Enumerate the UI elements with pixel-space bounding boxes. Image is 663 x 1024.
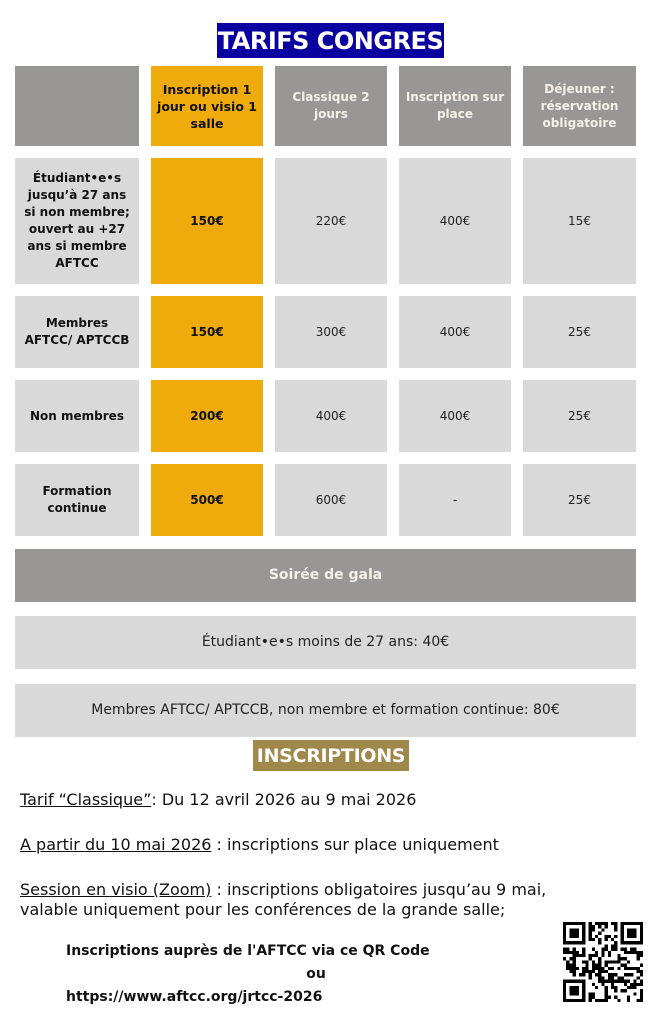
gala-row-members: Membres AFTCC/ APTCCB, non membre et formation continue: 80€ <box>15 684 636 737</box>
registration-url-link[interactable]: https://www.aftcc.org/jrtcc-2026 <box>66 989 323 1005</box>
price-cell: 600€ <box>275 464 387 536</box>
table-header-classic: Classique 2 jours <box>275 66 387 146</box>
price-cell: 25€ <box>523 380 636 452</box>
row-label-students: Étudiant•e•s jusqu’à 27 ans si non membre; ouvert au +27 ans si membre AFTCC <box>15 158 139 284</box>
info-label: A partir du 10 mai 2026 <box>20 835 212 854</box>
price-cell: 400€ <box>399 380 511 452</box>
table-header-one-day: Inscription 1 jour ou visio 1 salle <box>151 66 263 146</box>
row-label-non-members: Non membres <box>15 380 139 452</box>
row-label-continuing-education: Formation continue <box>15 464 139 536</box>
price-cell: 200€ <box>151 380 263 452</box>
info-text: : inscriptions obligatoires jusqu’au 9 mai, <box>211 880 547 899</box>
price-cell: 25€ <box>523 464 636 536</box>
table-header-empty <box>15 66 139 146</box>
qr-code-icon[interactable] <box>563 922 643 1002</box>
price-cell: - <box>399 464 511 536</box>
info-text: : inscriptions sur place uniquement <box>211 835 499 854</box>
price-cell: 300€ <box>275 296 387 368</box>
footer-line-1: Inscriptions auprès de l'AFTCC via ce QR Code <box>66 943 430 959</box>
price-cell: 150€ <box>151 296 263 368</box>
price-cell: 400€ <box>275 380 387 452</box>
gala-header: Soirée de gala <box>15 549 636 602</box>
info-text: : Du 12 avril 2026 au 9 mai 2026 <box>151 790 417 809</box>
table-header-on-site: Inscription sur place <box>399 66 511 146</box>
info-label: Tarif “Classique” <box>20 790 152 809</box>
row-label-members: Membres AFTCC/ APTCCB <box>15 296 139 368</box>
registration-footer <box>66 940 466 1009</box>
page-title: TARIFS CONGRES <box>217 23 444 58</box>
info-label: Session en visio (Zoom) <box>20 880 212 899</box>
info-classic-rate <box>20 790 416 810</box>
price-cell: 25€ <box>523 296 636 368</box>
info-visio <box>20 880 546 920</box>
price-cell: 150€ <box>151 158 263 284</box>
price-cell: 500€ <box>151 464 263 536</box>
price-cell: 15€ <box>523 158 636 284</box>
price-cell: 220€ <box>275 158 387 284</box>
price-cell: 400€ <box>399 296 511 368</box>
price-cell: 400€ <box>399 158 511 284</box>
table-header-lunch: Déjeuner : réservation obligatoire <box>523 66 636 146</box>
inscriptions-heading: INSCRIPTIONS <box>253 740 409 771</box>
footer-line-or: ou <box>306 966 326 982</box>
info-text-2: valable uniquement pour les conférences de la grande salle; <box>20 900 506 919</box>
info-on-site <box>20 835 499 855</box>
gala-row-students: Étudiant•e•s moins de 27 ans: 40€ <box>15 616 636 669</box>
